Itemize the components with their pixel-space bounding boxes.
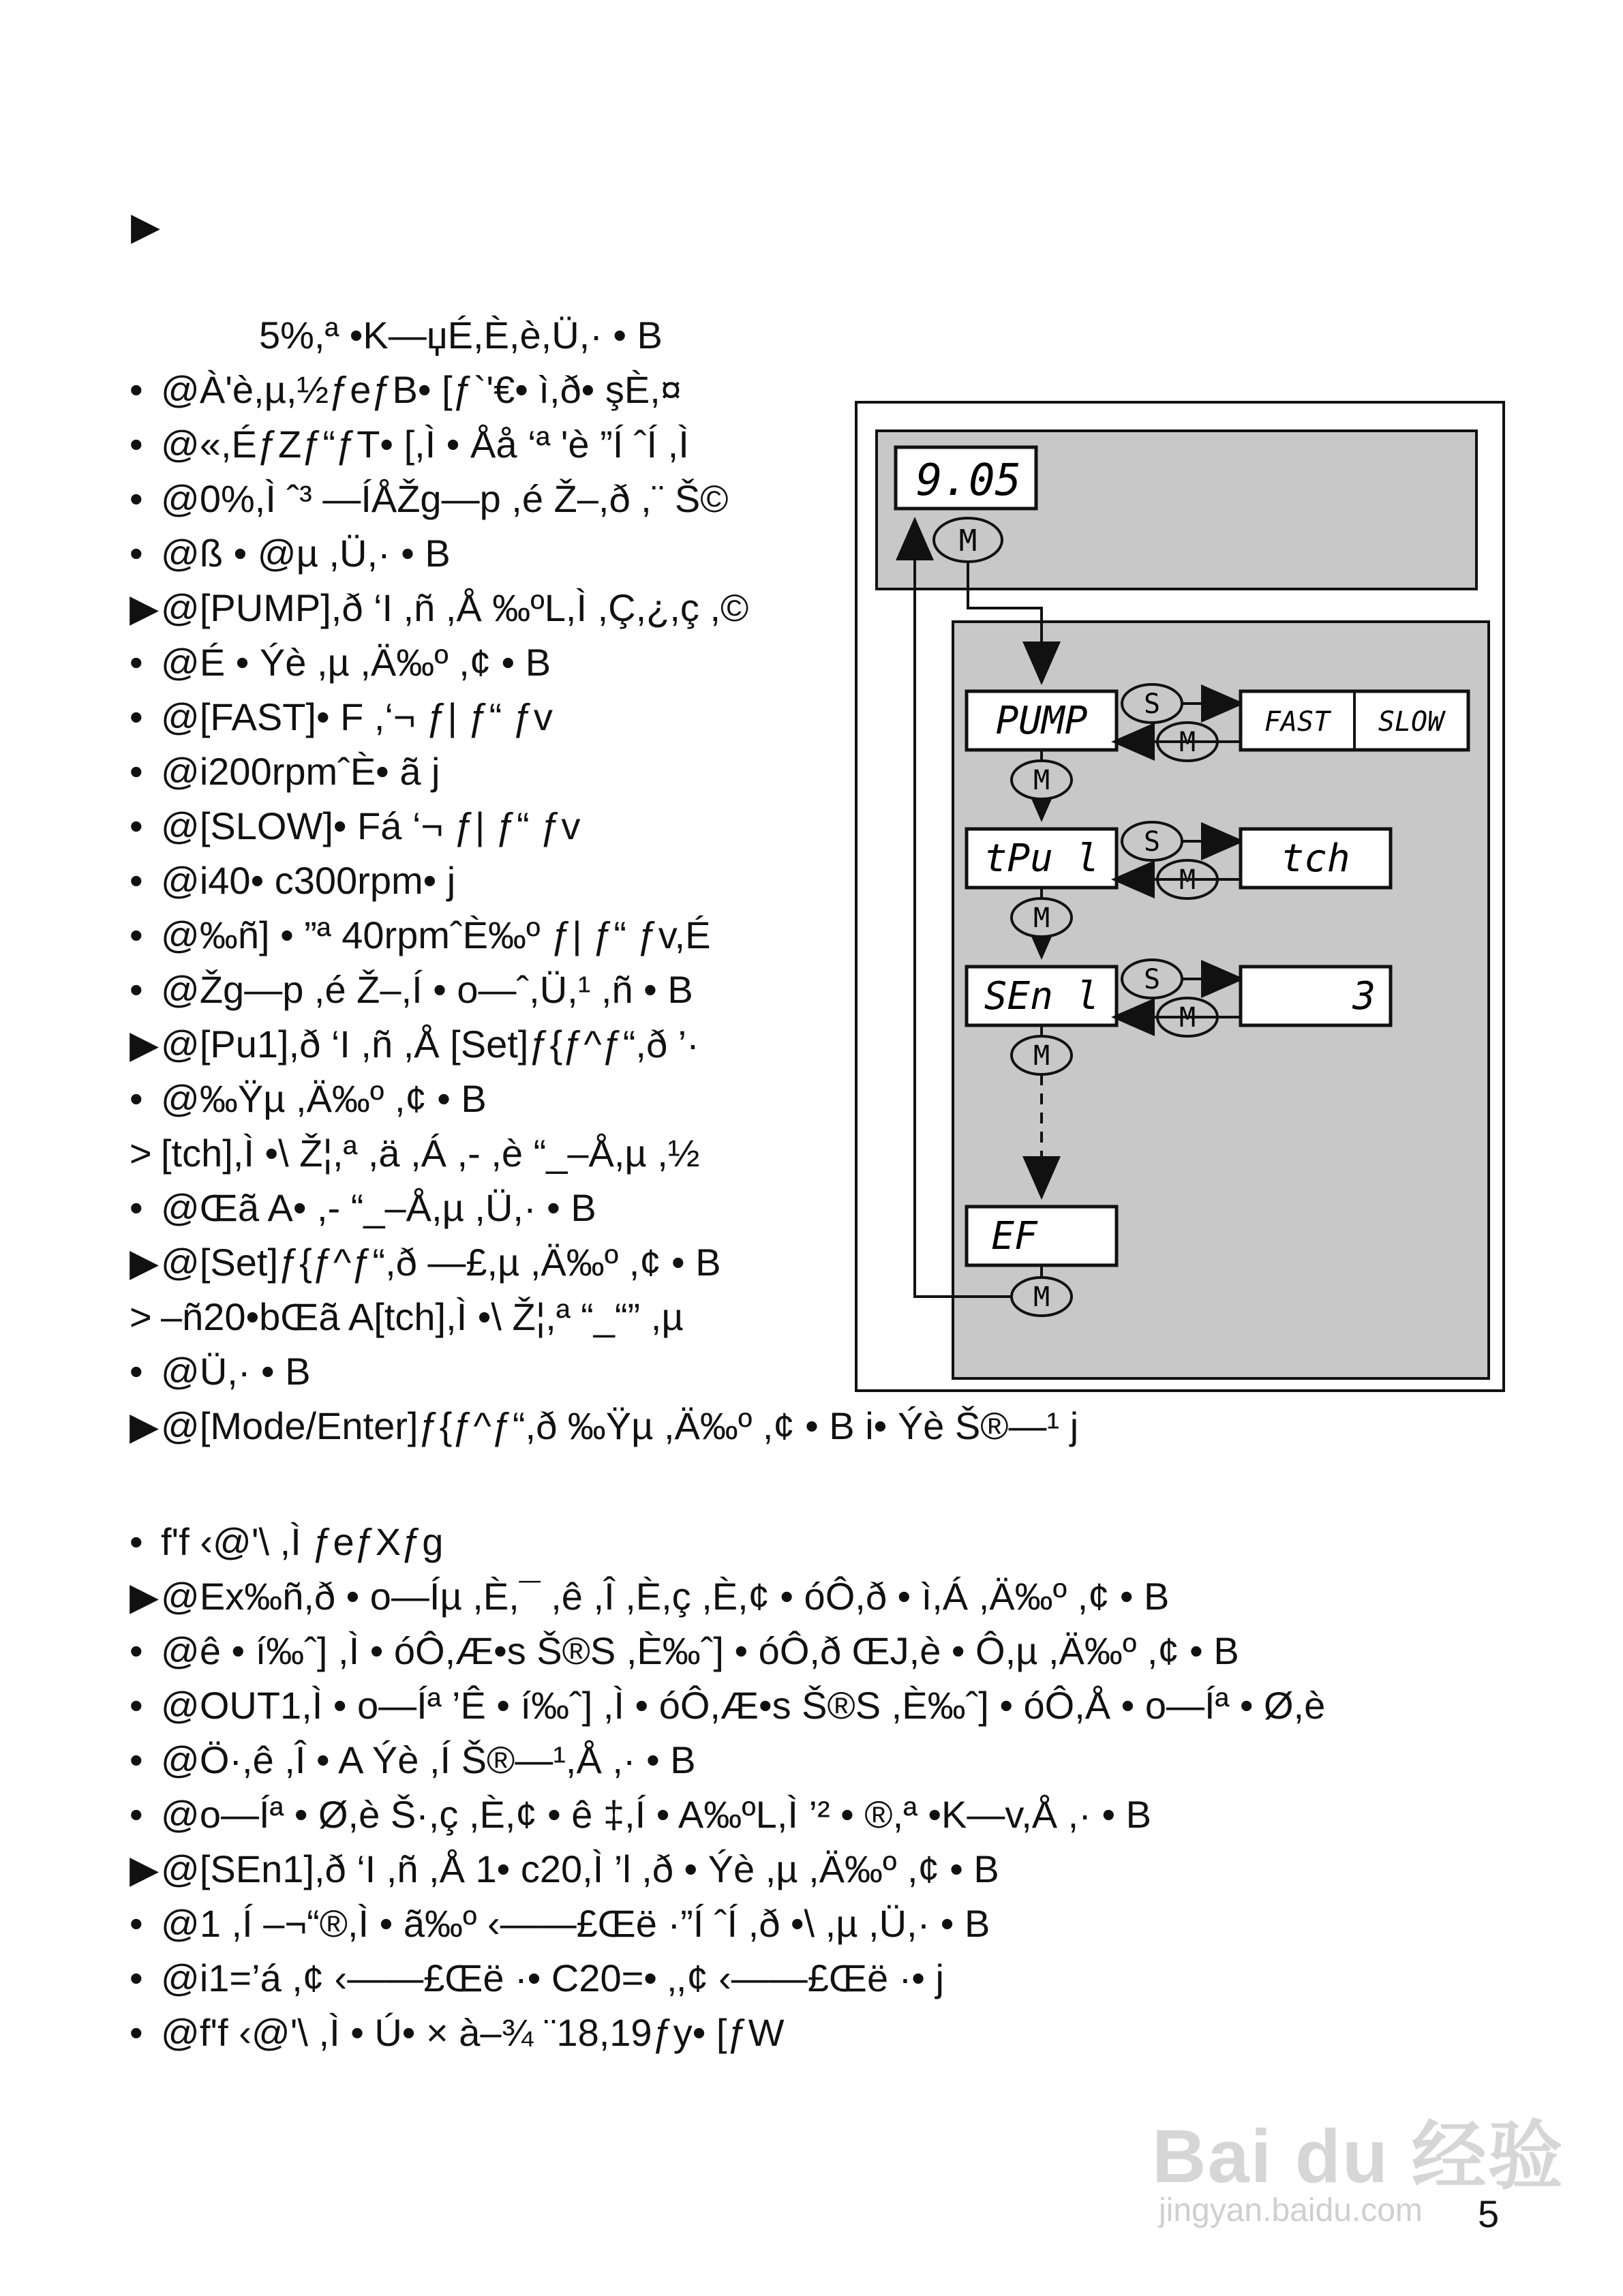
text-line xyxy=(259,314,663,357)
line-bullet: ▶ xyxy=(130,1847,160,1890)
text-line xyxy=(130,1186,596,1230)
line-text: @o—Íª • Ø,è Š·,ç ,È,¢ • ê ‡,Í • A‰ºL,Ì ’² • ®,ª •K—v,Å ,· • B xyxy=(161,1793,1151,1836)
line-bullet: > xyxy=(130,1132,152,1175)
line-text: @‰ñ] • ”ª 40rpmˆÈ‰º ƒ| ƒ“ ƒv,É xyxy=(161,913,711,956)
line-text: 5%,ª •K—џÉ,È,è,Ü,· • B xyxy=(259,314,663,357)
watermark-url: jingyan.baidu.com xyxy=(1159,2192,1423,2229)
line-text: @Œã A• ,- “_–Å,µ ,Ü,· • B xyxy=(161,1186,596,1229)
option-slow: SLOW xyxy=(1378,706,1444,738)
line-bullet: • xyxy=(130,2011,143,2054)
line-text: @‰Ÿµ ,Ä‰º ,¢ • B xyxy=(161,1077,487,1120)
text-line xyxy=(130,913,710,957)
line-text: @ê • í‰ˆ] ,Ì • óÔ,Æ•s Š®S ,È‰ˆ] • óÔ,ð ŒJ,è • Ô,µ ,Ä‰º ,¢ • B xyxy=(161,1629,1239,1672)
option-fast: FAST xyxy=(1264,706,1331,738)
line-bullet: • xyxy=(130,1684,143,1727)
text-line xyxy=(130,1629,1239,1673)
watermark-logo: Bai du 经验 xyxy=(1152,2115,1564,2199)
text-line xyxy=(130,859,455,903)
page-number: 5 xyxy=(1478,2192,1500,2235)
line-text: –ñ20•bŒã A[tch],Ì •\ Ž¦,ª “_“” ,µ xyxy=(161,1295,684,1338)
text-line xyxy=(130,423,689,466)
line-bullet: • xyxy=(130,695,143,738)
text-line xyxy=(130,695,553,739)
main-display-value: 9.05 xyxy=(915,455,1021,506)
text-line xyxy=(130,532,451,575)
text-line xyxy=(130,804,580,848)
text-line xyxy=(130,1520,443,1564)
line-text: @[SEn1],ð ‘I ,ñ ,Å 1• c20,Ì ’l ,ð • Ýè ,µ ,Ä‰º ,¢ • B xyxy=(161,1847,999,1890)
line-bullet: • xyxy=(130,423,143,466)
line-bullet: • xyxy=(130,1629,143,1672)
text-line xyxy=(130,1793,1151,1837)
line-bullet: • xyxy=(130,750,143,793)
header-marker: ▶ xyxy=(131,205,161,247)
text-line xyxy=(130,1847,999,1891)
line-text: @À'è,µ,½ƒeƒB• [ƒ`'€• ì,ð• şÈ,¤ xyxy=(161,368,682,411)
line-bullet: • xyxy=(130,477,143,520)
line-text: @[Pu1],ð ‘I ,ñ ,Å [Set]ƒ{ƒ^ƒ“,ð ’· xyxy=(161,1023,699,1066)
line-bullet: • xyxy=(130,1350,143,1393)
text-line xyxy=(130,1241,721,1284)
text-line xyxy=(130,368,682,412)
line-text: @f'f ‹@'\ ,Ì • Ú• × à–¾ ¨18,19ƒy• [ƒW xyxy=(161,2011,785,2054)
line-bullet: > xyxy=(130,1295,152,1338)
line-text: @É • Ýè ,µ ,Ä‰º ,¢ • B xyxy=(161,641,551,684)
line-bullet: • xyxy=(130,1957,143,1999)
line-text: @[PUMP],ð ‘I ,ñ ,Å ‰ºL,Ì ,Ç,¿,ç ,© xyxy=(161,586,749,629)
mode-button-1-label: M xyxy=(1033,765,1050,796)
line-bullet: ▶ xyxy=(130,586,160,629)
param-ef xyxy=(967,1207,1117,1265)
text-line xyxy=(130,1023,699,1066)
line-text: @[FAST]• F ,‘¬ ƒ| ƒ“ ƒv xyxy=(161,695,553,738)
mode-button-pump-label: M xyxy=(1179,727,1196,758)
line-text: @OUT1,Ì • o—Íª ’Ê • í‰ˆ] ,Ì • óÔ,Æ•s Š®S ,È‰ˆ] • óÔ,Å • o—Íª • Ø,è xyxy=(161,1684,1326,1727)
text-line xyxy=(130,1738,696,1782)
line-text: @1 ,Í –¬“®,Ì • ã‰º ‹——£Œë ·”Í ˆÍ ,ð •\ ,µ ,Ü,· • B xyxy=(161,1902,990,1945)
line-bullet: • xyxy=(130,913,143,956)
line-text: [tch],Ì •\ Ž¦,ª ,ä ,Á ,- ,è “_–Å,µ ,½ xyxy=(161,1132,700,1175)
text-line xyxy=(130,1350,311,1393)
mode-button-sen-label: M xyxy=(1179,1002,1196,1033)
param-pump-label: PUMP xyxy=(995,699,1088,743)
text-line xyxy=(130,641,551,684)
text-line xyxy=(130,1077,487,1121)
line-bullet: • xyxy=(130,368,143,411)
line-bullet: • xyxy=(130,859,143,902)
mode-button-tpul-label: M xyxy=(1179,864,1196,896)
line-text: @ß • @µ ,Ü,· • B xyxy=(161,532,451,575)
mode-button-3-label: M xyxy=(1033,1040,1050,1072)
param-ef-label: EF xyxy=(991,1214,1037,1258)
line-text: @i40• c300rpm• j xyxy=(161,859,456,902)
line-text: @Žg—p ,é Ž–,Í • o—ˆ,Ü,¹ ,ñ • B xyxy=(161,968,693,1011)
text-line xyxy=(130,750,440,794)
text-line xyxy=(130,1575,1169,1618)
line-bullet: • xyxy=(130,968,143,1011)
tpul-value-label: tch xyxy=(1281,836,1350,881)
line-bullet: • xyxy=(130,804,143,847)
line-text: @«,ÉƒZƒ“ƒT• [,Ì • Åå ‘ª 'è ”Í ˆÍ ,Ì xyxy=(161,423,689,466)
mode-button-top-label: M xyxy=(958,524,977,558)
line-bullet: ▶ xyxy=(130,1404,160,1447)
line-text: @i200rpmˆÈ• ã j xyxy=(161,750,440,793)
set-button-tpul-label: S xyxy=(1143,826,1161,858)
line-text: @i1=’á ,¢ ‹——£Œë ·• C20=• ‚,¢ ‹——£Œë ·• j xyxy=(161,1957,944,1999)
line-bullet: • xyxy=(130,1077,143,1120)
line-text: @Ex‰ñ,ð • o—Íµ ,È,¯ ,ê ,Î ,È,ç ,È,¢ • óÔ,ð • ì,Á ,Ä‰º ,¢ • B xyxy=(161,1575,1170,1618)
text-line xyxy=(130,1132,700,1175)
sen-value-label: 3 xyxy=(1352,974,1376,1018)
line-bullet: ▶ xyxy=(130,1023,160,1066)
line-bullet: • xyxy=(130,1902,143,1945)
text-line xyxy=(130,968,693,1012)
line-text: @0%,Ì ˆ³ —ÍÅŽg—p ,é Ž–,ð ,¨ Š© xyxy=(161,477,729,520)
set-button-sen-label: S xyxy=(1143,964,1161,995)
line-text: @[Set]ƒ{ƒ^ƒ“,ð —£,µ ,Ä‰º ,¢ • B xyxy=(161,1241,721,1284)
text-line xyxy=(130,1957,944,2000)
line-bullet: • xyxy=(130,1738,143,1781)
line-text: @Ü,· • B xyxy=(161,1350,311,1393)
line-text: @[SLOW]• Fá ‘¬ ƒ| ƒ“ ƒv xyxy=(161,804,581,847)
menu-flow-diagram xyxy=(855,401,1505,1392)
text-line xyxy=(130,1404,1078,1448)
line-text: @Ö·,ê ,Î • A Ýè ,Í Š®—¹,Å ,· • B xyxy=(161,1738,696,1781)
text-line xyxy=(130,1684,1325,1727)
line-bullet: • xyxy=(130,532,143,575)
set-button-pump-label: S xyxy=(1143,689,1161,720)
text-line xyxy=(130,586,748,630)
mode-button-2-label: M xyxy=(1033,903,1050,934)
text-line xyxy=(130,2011,784,2055)
line-bullet: ▶ xyxy=(130,1241,160,1284)
param-sen-label: SEn l xyxy=(984,974,1099,1018)
text-line xyxy=(130,1902,990,1946)
line-text: @[Mode/Enter]ƒ{ƒ^ƒ“,ð ‰Ÿµ ,Ä‰º ,¢ • B i• Ýè Š®—¹ j xyxy=(161,1404,1079,1447)
line-bullet: • xyxy=(130,1520,143,1563)
mode-button-ef-label: M xyxy=(1033,1282,1050,1313)
param-tpul-label: tPu l xyxy=(984,836,1099,881)
line-bullet: • xyxy=(130,641,143,684)
line-bullet: ▶ xyxy=(130,1575,160,1618)
diagram-svg xyxy=(858,404,1502,1389)
line-bullet: • xyxy=(130,1186,143,1229)
line-text: f'f ‹@'\ ,Ì ƒeƒXƒg xyxy=(161,1520,444,1563)
line-bullet: • xyxy=(130,1793,143,1836)
text-line xyxy=(130,477,729,521)
text-line xyxy=(130,1295,684,1339)
